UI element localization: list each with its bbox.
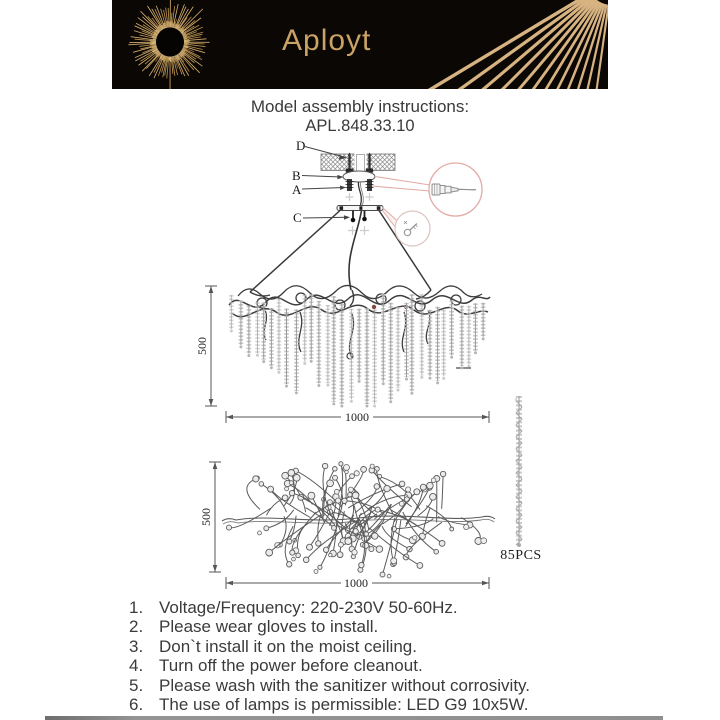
label-c: C — [293, 210, 302, 225]
lamp-point — [430, 493, 437, 500]
strand-tip — [365, 405, 368, 408]
top-view-branches — [227, 462, 487, 578]
lamp-point — [318, 565, 322, 569]
lamp-point — [417, 563, 423, 569]
top-height-label: 500 — [199, 508, 213, 526]
suspension-cord-center — [349, 211, 362, 291]
instruction-number: 5. — [129, 675, 144, 695]
strand-tip — [303, 362, 306, 365]
lamp-point — [440, 471, 445, 476]
lamp-point — [387, 574, 391, 578]
sample-strand — [516, 396, 522, 547]
canopy-bolt-left — [340, 206, 344, 210]
lamp-point — [439, 541, 445, 547]
strand-tip — [270, 366, 273, 369]
instruction-number: 1. — [129, 598, 144, 617]
strand-tip — [277, 371, 280, 374]
label-a: A — [292, 182, 302, 197]
strand-tip — [256, 354, 259, 357]
lamp-point — [370, 464, 374, 468]
lamp-point — [348, 487, 353, 492]
lamp-point — [380, 572, 385, 577]
strand-tip — [317, 384, 320, 387]
strand-tip — [482, 337, 485, 340]
lamp-point — [338, 542, 343, 547]
instruction-text: Please wash with the sanitizer without corrosivity. — [159, 675, 531, 695]
canopy-bolt-right — [377, 206, 381, 210]
lamp-point — [287, 562, 292, 567]
strand-tip — [295, 391, 298, 394]
lamp-point — [290, 550, 295, 555]
lamp-point — [374, 484, 380, 490]
instruction-number: 4. — [129, 656, 144, 676]
page-title: Model assembly instructions: — [250, 97, 470, 116]
instruction-item — [129, 695, 530, 714]
lamp-point — [314, 570, 318, 574]
strand-count-label: 85PCS — [500, 548, 542, 563]
strand-tip — [450, 356, 453, 359]
instruction-number: 6. — [129, 695, 144, 715]
strand-tip — [285, 385, 288, 388]
logo-center — [157, 29, 184, 56]
strand-tip — [428, 377, 431, 380]
lamp-point — [399, 501, 404, 506]
lamp-point — [420, 484, 426, 490]
connector-callout — [372, 163, 482, 216]
strand-tip — [262, 360, 265, 363]
sample-strand-tip — [517, 543, 521, 547]
branch-accent-1 — [372, 305, 376, 309]
callout-leader-1 — [375, 177, 430, 186]
lamp-point — [288, 470, 295, 477]
lamp-point — [350, 474, 355, 479]
lamp-point — [352, 492, 359, 499]
instruction-list — [129, 598, 530, 714]
lamp-point — [413, 536, 417, 540]
lamp-point — [285, 487, 289, 491]
brand-name: Aployt — [282, 24, 372, 57]
lamp-point — [363, 542, 369, 548]
lamp-point — [361, 467, 367, 473]
lamp-point — [384, 485, 390, 491]
lamp-point — [282, 495, 288, 501]
twig — [266, 498, 285, 516]
twig — [247, 479, 260, 510]
lamp-point — [264, 526, 269, 531]
front-width-label: 1000 — [345, 410, 369, 424]
lamp-point — [333, 467, 338, 472]
lamp-point — [292, 557, 296, 561]
instruction-item — [129, 656, 530, 675]
lamp-point — [337, 552, 343, 558]
lamp-point — [287, 539, 292, 544]
instruction-text: Please wear gloves to install. — [159, 617, 379, 637]
instruction-item — [129, 676, 530, 695]
strand-tip — [247, 354, 250, 357]
lamp-point — [259, 482, 264, 487]
instruction-text: Don`t install it on the moist ceiling. — [159, 636, 417, 656]
hook-screw-left — [351, 211, 356, 223]
lamp-point — [268, 486, 274, 492]
lamp-point — [406, 487, 411, 492]
strand-tip — [405, 378, 408, 381]
strand-tip — [230, 329, 233, 332]
label-b: B — [292, 168, 301, 183]
strand-tip — [442, 377, 445, 380]
lamp-point — [354, 471, 359, 476]
strand-tip — [310, 360, 313, 363]
instruction-number: 2. — [129, 617, 144, 637]
lamp-point — [336, 498, 341, 503]
instruction-item — [129, 637, 530, 656]
lamp-point — [431, 478, 436, 483]
instruction-text: Voltage/Frequency: 220-230V 50-60Hz. — [159, 598, 458, 617]
strand-tip — [467, 364, 470, 367]
top-width-label: 1000 — [344, 576, 368, 590]
lamp-point — [289, 481, 293, 485]
lamp-point — [289, 490, 294, 495]
instruction-text: Turn off the power before cleanout. — [159, 656, 423, 676]
strand-tip — [460, 366, 463, 369]
twig — [442, 474, 444, 509]
strand-tip — [373, 405, 376, 408]
lamp-point — [307, 544, 313, 550]
lamp-point — [253, 476, 259, 482]
lamp-point — [345, 538, 352, 545]
lamp-point — [266, 549, 273, 556]
strand-tip — [239, 345, 242, 348]
lamp-point — [481, 538, 487, 544]
strand-tip — [326, 384, 329, 387]
lamp-point — [293, 474, 300, 481]
canopy-center-hole — [359, 206, 362, 210]
lamp-point — [359, 562, 364, 567]
instruction-item — [129, 617, 530, 636]
lamp-point — [316, 541, 321, 546]
lamp-point — [329, 553, 333, 557]
instruction-number: 3. — [129, 636, 144, 656]
direction-marks — [346, 193, 374, 235]
sunburst-logo-icon — [128, 0, 209, 89]
lamp-point — [375, 507, 380, 512]
page-bottom-edge — [45, 716, 663, 720]
strand-tip — [436, 381, 439, 384]
lamp-point — [427, 482, 434, 489]
lamp-point — [369, 547, 374, 552]
lamp-point — [303, 557, 309, 563]
callout-leader-2 — [372, 186, 430, 191]
strand-tip — [332, 402, 335, 405]
strand-tip — [358, 380, 361, 383]
lamp-point — [352, 550, 357, 555]
assembly-diagram — [0, 140, 720, 600]
strand-tip — [397, 389, 400, 392]
lamp-point — [308, 492, 315, 499]
strand-tip — [420, 376, 423, 379]
lamp-point — [364, 532, 368, 536]
lamp-point — [333, 475, 338, 480]
lamp-point — [322, 463, 327, 468]
lamp-point — [344, 465, 350, 471]
strand-tip — [340, 405, 343, 408]
lamp-point — [332, 526, 337, 531]
strand-tip — [382, 382, 385, 385]
lamp-point — [399, 481, 405, 487]
lamp-point — [323, 547, 328, 552]
corner-ray — [378, 0, 594, 89]
lamp-point — [391, 558, 397, 564]
lamp-point — [345, 470, 349, 474]
strand-tip — [410, 392, 413, 395]
instruction-text: The use of lamps is permissible: LED G9 10x5W. — [159, 695, 529, 715]
label-d: D — [296, 140, 306, 153]
crystal-strands — [230, 294, 485, 407]
twig — [403, 512, 436, 552]
lamp-point — [419, 533, 425, 539]
lamp-point — [327, 480, 334, 487]
lamp-point — [464, 524, 469, 529]
strand-tip — [474, 351, 477, 354]
lamp-point — [282, 472, 289, 479]
lamp-point — [334, 489, 339, 494]
lamp-point — [342, 498, 347, 503]
lamp-point — [339, 462, 343, 466]
lamp-point — [376, 546, 383, 553]
top-view — [222, 462, 495, 578]
strand-tip — [389, 400, 392, 403]
brand-header — [112, 0, 608, 89]
front-height-label: 500 — [195, 337, 209, 355]
model-number: APL.848.33.10 — [305, 116, 415, 135]
strand-tip — [350, 400, 353, 403]
title-block — [0, 97, 720, 136]
lamp-point — [414, 489, 420, 495]
lamp-point — [258, 531, 262, 535]
part-labels — [292, 140, 305, 225]
hook-screw-right — [362, 211, 367, 222]
lamp-point — [450, 527, 454, 531]
lamp-point — [434, 549, 439, 554]
lamp-point — [227, 525, 232, 530]
instruction-item — [129, 598, 530, 617]
